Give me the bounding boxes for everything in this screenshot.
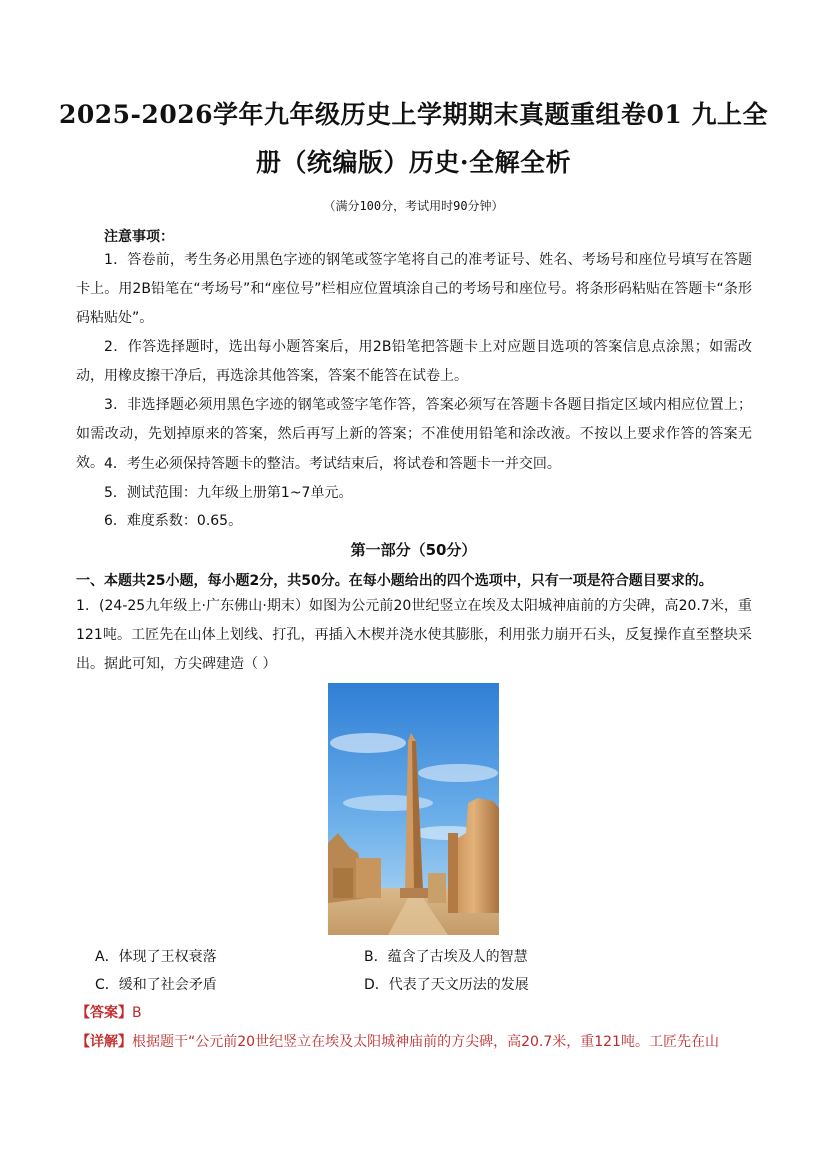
note-item-6: 6．难度系数：0.65。 bbox=[104, 513, 243, 529]
note-item-1: 1．答卷前，考生务必用黑色字迹的钢笔或签字笔将自己的准考证号、姓名、考场号和座位号填写在答题卡上。用2B铅笔在“考场号”和“座位号”栏相应位置填涂自己的考场号和座位号。将条形码粘贴在答题卡“条形码粘贴处”。 bbox=[76, 252, 752, 326]
part-title: 第一部分（50分） bbox=[350, 541, 477, 559]
section-heading: 一、本题共25小题，每小题2分，共50分。在每小题给出的四个选项中，只有一项是符合题目要求的。 bbox=[76, 573, 713, 589]
option-d[interactable]: D．代表了天文历法的发展 bbox=[364, 977, 529, 993]
question-1-text: 1．(24-25九年级上·广东佛山·期末）如图为公元前20世纪竖立在埃及太阳城神庙前的方尖碑，高20.7米，重121吨。工匠先在山体上划线、打孔，再插入木楔并浇水使其膨胀，利用张力崩开石头，反复操作直至整块采出。据此可知，方尖碑建造（ ） bbox=[76, 598, 752, 672]
note-item-4: 4．考生必须保持答题卡的整洁。考试结束后，将试卷和答题卡一并交回。 bbox=[104, 456, 561, 472]
notes-heading: 注意事项： bbox=[104, 229, 174, 245]
note-item-3: 3．非选择题必须用黑色字迹的钢笔或签字笔作答，答案必须写在答题卡各题目指定区域内相应位置上；如需改动，先划掉原来的答案，然后再写上新的答案；不准使用铅笔和涂改液。不按以上要求作答的答案无效。 bbox=[76, 397, 752, 471]
option-b[interactable]: B．蕴含了古埃及人的智慧 bbox=[364, 949, 528, 965]
note-item-2: 2．作答选择题时，选出每小题答案后，用2B铅笔把答题卡上对应题目选项的答案信息点涂黑；如需改动，用橡皮擦干净后，再选涂其他答案，答案不能答在试卷上。 bbox=[76, 339, 752, 384]
option-a[interactable]: A．体现了王权衰落 bbox=[95, 949, 217, 965]
answer-value: B bbox=[132, 1005, 142, 1021]
detail-text: 根据题干“公元前20世纪竖立在埃及太阳城神庙前的方尖碑，高20.7米，重121吨。工匠先在山 bbox=[132, 1034, 719, 1050]
document-title-line2: 册（统编版）历史·全解全析 bbox=[255, 148, 572, 177]
option-c[interactable]: C．缓和了社会矛盾 bbox=[95, 977, 217, 993]
detail-line bbox=[76, 1031, 752, 1051]
detail-label: 【详解】 bbox=[76, 1034, 132, 1050]
answer-line bbox=[76, 1002, 142, 1022]
answer-label: 【答案】 bbox=[76, 1005, 132, 1021]
note-item-5: 5．测试范围：九年级上册第1~7单元。 bbox=[104, 485, 353, 501]
obelisk-photo bbox=[328, 683, 499, 935]
exam-info: （满分100分，考试用时90分钟） bbox=[323, 199, 504, 213]
document-title-line1: 2025-2026学年九年级历史上学期期末真题重组卷01 九上全 bbox=[58, 100, 769, 129]
